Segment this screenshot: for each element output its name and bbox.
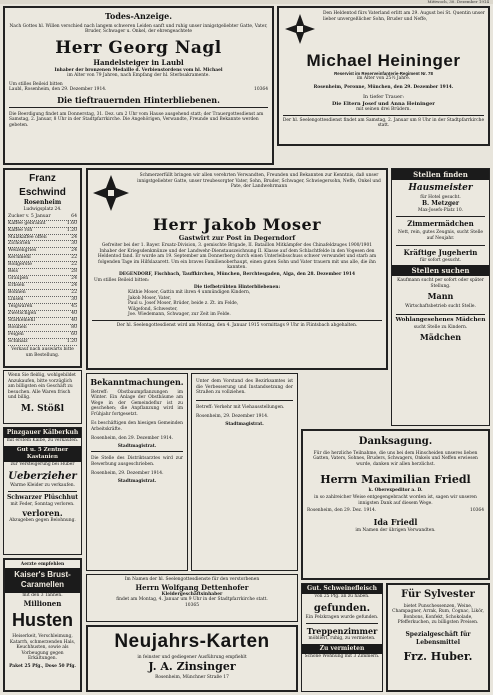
- ad-heading: Für Sylvester: [401, 589, 475, 600]
- price-item-name: Teigwaren: [8, 304, 33, 310]
- moser-intro: Schmerzerfüllt bringen wir allen verehrten Verwandten, Freunden und Bekannten zur Kenntnis, daß unser innigstgeliebter Gatte, unser treubesorgter Vater, Sohn, Bruder, Schwager, Schwiegersohn, Neffe, Onkel und Pate, der Landwehrmann: [137, 173, 381, 189]
- classifieds-left-column: [3, 427, 82, 555]
- obituary-moser: [86, 168, 388, 370]
- price-row: [8, 228, 77, 235]
- obituary-intro: Nach Gottes hl. Willen verschied nach langem schweren Leiden sanft und ruhig unser innigstgeliebter Gatte, Vater, Bruder, Schwager u. Onkel, der ehrengeachtete: [9, 23, 268, 35]
- notice-text: Die Stelle des Distriktsarztes wird zur Bewerbung ausgeschrieben.: [91, 456, 183, 467]
- mourning-label: In tiefer Trauer:: [362, 94, 405, 101]
- signature: Ida Friedl: [373, 516, 418, 527]
- mourners-list: [88, 290, 386, 318]
- price-item-value: 45: [71, 304, 77, 310]
- memorial-text: Im Namen der hl. Seelengottesdienste für den verstorbenen: [124, 577, 260, 582]
- ad-text: für Hotel gesucht.: [420, 194, 461, 200]
- mourners-brothers: mit seinen drei Brüdern.: [356, 107, 411, 113]
- ad-text: mit Feder, Sonntag verloren.: [10, 502, 75, 508]
- price-item-value: 22: [71, 262, 77, 268]
- ad-new-year-cards: [86, 625, 298, 692]
- notice-authority: Stadtmagistrat.: [225, 421, 264, 427]
- price-item-name: Feigen: [8, 332, 24, 338]
- price-item-value: 30: [71, 297, 77, 303]
- deceased-role: Kleidergeschäftsinhaber: [161, 591, 223, 597]
- price-item-name: Malzkaffee offen: [8, 234, 47, 240]
- ad-text: zur Versteigerung bei Huber: [10, 462, 75, 468]
- deceased-detail-2: im Alter von 79 Jahren, nach Empfang der hl. Sterbsakramente.: [67, 73, 210, 79]
- price-item-value: 24: [71, 234, 77, 240]
- ad-address: Max-Josefs-Platz 10.: [417, 208, 464, 214]
- thanks-notice-friedl: [301, 429, 490, 580]
- price-item-value: 22: [71, 255, 77, 261]
- ad-text: sucht Stelle zu Kindern.: [413, 324, 468, 330]
- ad-subtitle: in feinster und gediegener Ausführung empfiehlt: [137, 654, 247, 660]
- classifieds-middle-column: [301, 583, 383, 692]
- mourner-entry: Käthie Moser, Gattin mit ihren 4 unmündigen Kindern,: [128, 290, 251, 296]
- funeral-info: Die Beerdigung findet am Donnerstag, 31. Dez. um 2 Uhr vom Hause ausgehend statt; der Trauergottesdienst am Samstag, 2. Januar, 8 Uhr in der Stadtpfarrkirche. Die Angehörigen, Verwandte, Freunde und Bekannte werden gebeten.: [9, 111, 264, 128]
- ad-heading: Mann: [427, 291, 454, 302]
- official-notices-2: [191, 373, 298, 571]
- stoessl-text: Wenn Sie fleißig, wohlgebildet Anzukaufen, bitte vorzüglich am billigsten ein Geschäft zu besuchen. Alle Waren frisch und billig.: [8, 373, 76, 400]
- ad-heading: Schwarzer Plüschhut: [6, 493, 79, 501]
- ad-stoessl: [3, 370, 82, 424]
- ad-heading: verloren.: [22, 507, 63, 518]
- ad-tagline: Aerzte empfehlen: [20, 562, 65, 567]
- heininger-intro: Den Heldentod fürs Vaterland erlitt am 29. August bei St. Quentin unser lieber unvergeßlicher Sohn, Bruder und Neffe,: [323, 11, 485, 22]
- product-price: Paket 25 Pfg., Dose 50 Pfg.: [9, 663, 76, 669]
- ad-ref: 10364: [470, 508, 484, 514]
- price-row: [8, 221, 77, 228]
- notice-authority: Stadtmagistrat.: [117, 443, 157, 449]
- ad-text: Kaufmann sucht per sofort oder später Stellung.: [397, 278, 484, 289]
- ad-contact: B. Metzger: [421, 200, 460, 208]
- deceased-name: Herr Georg Nagl: [55, 37, 222, 58]
- merchant-street: Ludwigsplatz 24.: [23, 207, 62, 213]
- place-date: Laubl, Rosenheim, den 29. Dezember 1914.: [9, 87, 107, 93]
- mourners-parents: Die Eltern Josef und Anna Heininger: [332, 100, 435, 107]
- deceased-occupation: Gastwirt zur Post in Degerndorf: [178, 233, 296, 242]
- memorial-text: findet am Montag, 4. Januar um 9 Uhr in der Stadtpfarrkirche statt.: [116, 597, 268, 603]
- ad-text: bietet Punschessenzen, Weine, Champagner, Arrak, Rum, Cognac, Likör, Bonbons, Konfekt, Schokolade, Pfefferkuchen, zu billigsten Preisen.: [392, 603, 484, 625]
- ad-heading: Ueberzieher: [8, 470, 77, 482]
- price-item-value: 1.20: [66, 227, 77, 233]
- deceased-detail-1: Inhaber der bronzenen Medaille d. Verbienstordens vom hl. Michael: [54, 67, 223, 73]
- notice-place: Rosenheim, 29. Dezember 1914.: [91, 471, 164, 477]
- moser-body: Gefreiter bei der 1. Bayer. Ersatz-Division, 3. gemischte Brigade, II. Bataillon Mitkämpfer des Chinafeldzuges 1900/1901 Inhaber der Kriegsdenkmünze und der Landwehr-Dienstauszeichnung II. Klasse auf dem Schlachtfelde in den Vogesen den Heldentod fand. Er wurde am 19. September am Donnerberg durch einen Unterleibsschuss schwer verwundet und starb am folgenden Tage im Hilfslazarett. Um ein braves Familienoberhaupt, einen guten Sohn und Vater trauern mit uns alle, die ihn kannten.: [97, 243, 377, 271]
- price-item-name: Zichorien: [8, 241, 31, 247]
- ad-text: Nett, rein, gutes Zeugnis, sucht Stelle auf Neujahr.: [398, 230, 483, 241]
- condolence-request: Um stilles Beileid bitten: [9, 81, 63, 87]
- price-item-name: Zucker v. 5 Januar: [8, 213, 51, 219]
- price-item-name: Kernmehl: [8, 255, 31, 261]
- price-item-name: Reis: [8, 269, 19, 275]
- iron-cross-icon: [281, 11, 319, 47]
- company-address: Rosenheim, Münchner Straße 17: [155, 674, 229, 680]
- obituary-nagl: [3, 6, 274, 165]
- price-item-value: 60: [71, 332, 77, 338]
- memorial-service-note: Der hl. Seelengottesdienst findet am Samstag, 2. Januar um 8 Uhr in der Stadtpfarrkirche statt.: [282, 117, 485, 129]
- product-count: Millionen: [23, 598, 62, 608]
- price-item-value: 64: [71, 213, 77, 219]
- price-list: [5, 213, 80, 347]
- deceased-name: Herrn Maximilian Friedl: [320, 473, 471, 486]
- price-item-name: Zwetschgen: [8, 311, 37, 317]
- price-item-name: Rollgerste: [8, 262, 32, 268]
- price-row: [8, 262, 77, 269]
- thanks-text: in so zahlreicher Weise entgegengebracht worden ist, sagen wir unseren innigsten Dank auf diesem Wege.: [314, 495, 477, 506]
- condolence-request: Um stilles Beileid bitten:: [94, 278, 150, 284]
- notice-text: Unter dem Vorstand des Bezirksamtes ist die Verbesserung und Instandsetzung der Straßen zu vollziehen.: [196, 379, 293, 395]
- obituary-heininger: [277, 6, 490, 146]
- ad-text: Abzugeben gegen Belohnung.: [9, 518, 76, 524]
- signature-note: im Namen der übrigen Verwandten.: [355, 527, 436, 533]
- price-item-value: 24: [71, 283, 77, 289]
- notice-authority: Stadtmagistrat.: [117, 478, 157, 484]
- price-item-value: 22: [71, 290, 77, 296]
- mourners-title: Die tiefbetrübten Hinterbliebenen:: [193, 284, 281, 290]
- price-item-value: 80: [71, 325, 77, 331]
- mourner-entry: Paul u. Josef Moser, Brüder, beide z. Zt. im Felde,: [128, 301, 239, 307]
- memorial-service-note: Der hl. Seelengottesdienst wird am Montag, den 4. Januar 1915 vormittags 9 Uhr in Flintsbach abgehalten.: [116, 322, 358, 328]
- mourner-entry: Joe. Wiedemann, Schwager, zur Zeit im Felde.: [128, 312, 231, 318]
- price-item-name: Weizengries: [8, 248, 37, 254]
- ad-heading: gefunden.: [313, 602, 371, 614]
- merchant-name: Franz Eschwind: [19, 173, 66, 198]
- notice-text: Betreff: Verkehr mit Viehausstellungen.: [196, 404, 285, 410]
- company-name: J. A. Zinsinger: [148, 660, 236, 674]
- ad-new-years-eve: [386, 583, 490, 692]
- ad-heading: Treppenzimmer: [306, 625, 378, 636]
- price-item-name: Erbsen: [8, 283, 25, 289]
- soldier-age: im Alter von 25½ Jahre.: [356, 76, 411, 82]
- notice-text: Betreff: Obstbaumpflanzungen im Winter. Ein Anlage der Obstbäume am Wege in der Gemeindeflur ist zu geschehen; die Anpflanzung wird im Frühjahr fortgesetzt.: [91, 389, 183, 417]
- ad-text: Wirtschaftsbetrieb sucht Stelle.: [405, 304, 476, 310]
- price-item-name: Schmalz: [8, 339, 28, 345]
- ad-text: möbliert, ruhig, zu vermieten.: [308, 636, 376, 642]
- ad-heading: Mädchen: [419, 332, 462, 343]
- notice-place: Rosenheim, 29. Dezember 1914.: [196, 414, 269, 419]
- ad-heading: Hausmeister: [408, 183, 473, 194]
- classifieds-right-column: [391, 168, 490, 426]
- ad-heading: Pinzgauer Kälberkuh: [4, 428, 81, 438]
- ad-text: mit erstem Kalbe, zu verkaufen.: [6, 438, 79, 444]
- price-item-value: 40: [71, 311, 77, 317]
- ad-text: von 25 Pfg. an zu haben.: [314, 594, 370, 600]
- price-item-name: Linsen: [8, 297, 24, 303]
- price-row: [8, 214, 77, 221]
- ad-text: Ein Pelzkragen wurde gefunden.: [305, 615, 379, 621]
- section-heading-jobs: Stellen finden: [392, 169, 489, 180]
- soldier-unit: Reservist im Reserveinfanterie-Regiment Nr. 78: [334, 70, 433, 76]
- notice-place: Rosenheim, den 29. Dezember 1914.: [91, 436, 174, 442]
- section-heading-seeking: Stellen suchen: [392, 265, 489, 276]
- price-item-name: Bohnen: [8, 290, 26, 296]
- page-header-strip: [0, 0, 493, 4]
- ad-ref: 10364: [254, 87, 268, 93]
- price-item-name: Kaffee gebrannt: [8, 220, 46, 226]
- official-notices-1: [86, 373, 188, 571]
- ad-eschwind-prices: [3, 168, 82, 368]
- notice-text: Es beschäftigen den hiesigen Gemeinden Arbeitskräfte.: [91, 421, 183, 432]
- mourners-line: Die tieftrauernden Hinterbliebenen.: [57, 94, 220, 105]
- thanks-text: Für die herzliche Teilnahme, die uns bei dem Hinscheiden unseres lieben Gatten, Vaters, Sohnes, Bruders, Schwagers, Onkels und Neffen erwiesen wurde, danken wir allen herzlichst.: [313, 450, 478, 467]
- ad-subheading: Spezialgeschäft für Lebensmittel: [405, 630, 471, 646]
- fallen-soldier-name: Michael Heininger: [306, 51, 461, 70]
- ad-text: Warme Kleider zu verkaufen.: [10, 483, 75, 489]
- ad-heading: Gut. Schweinefleisch: [302, 584, 382, 594]
- price-item-value: 1.60: [66, 220, 77, 226]
- mourner-entry: Jakob Moser, Vater,: [128, 295, 172, 301]
- ad-heading: Wohlangesehenes Mädchen: [395, 316, 486, 323]
- ad-heading: Zimmermädchen: [407, 218, 474, 228]
- memorial-notice-dettenhofer: [86, 574, 298, 622]
- price-item-name: Graupen: [8, 276, 29, 282]
- place-date: Rosenheim, den 29. Dez. 1914.: [307, 508, 377, 514]
- ad-heading: Zu vermieten: [302, 644, 382, 654]
- ad-heading: Neujahrs-Karten: [114, 631, 270, 652]
- stoessl-signature: M. Stößl: [20, 403, 65, 414]
- mourner-entry: Wilgefond, Schwester,: [128, 306, 178, 312]
- deceased-occupation: Handelsteiger in Laubl: [93, 58, 184, 68]
- merchant-city: Rosenheim: [23, 199, 62, 206]
- thanks-title: Danksagung.: [358, 436, 433, 447]
- obituary-title: Todes-Anzeige.: [104, 11, 173, 21]
- ad-kaiser-caramels: [3, 558, 82, 692]
- product-name: Kaiser's Brust-Caramellen: [5, 568, 80, 594]
- ad-text: für sofort gesucht.: [419, 257, 462, 263]
- place-date: Rosenheim, Peronne, München, den 29. Dezember 1914.: [313, 84, 454, 90]
- price-item-value: 1.20: [66, 339, 77, 345]
- price-item-value: 24: [71, 276, 77, 282]
- price-item-name: Stärkemehl: [8, 318, 35, 324]
- notices-title: Bekanntmachungen.: [90, 377, 184, 387]
- price-item-name: Rosinen: [8, 325, 27, 331]
- ad-heading: Kräftige Jugeherin: [403, 248, 478, 258]
- ad-heading-husten: Husten: [11, 610, 73, 631]
- price-item-value: 40: [71, 318, 77, 324]
- price-item-name: Kaffee roh: [8, 227, 33, 233]
- price-row: [8, 332, 77, 339]
- deceased-name: Herrn Wolfgang Dettenhofer: [135, 582, 249, 592]
- price-item-value: 30: [71, 241, 77, 247]
- header-date: Mittwoch, 30. Dezember 1914: [427, 0, 489, 4]
- price-item-value: 24: [71, 248, 77, 254]
- price-item-value: 28: [71, 269, 77, 275]
- place-date: DEGENDORF, Fischbach, Tauffkirchen, München, Berchtesgaden, Alga, den 28. Dezember 1914: [118, 271, 356, 277]
- ad-ref: 10365: [185, 602, 199, 608]
- order-note: Verkauf nach auswärts bitte um Bestellung.: [11, 347, 74, 358]
- ad-text: Heiserkeit, Verschleimung, Katarrh, schmerzenden Hals, Keuchhusten, sowie als Vorbeugung gegen Erkältungen.: [9, 634, 76, 662]
- ad-heading: Gut u. 5 Zentner Kastanien: [4, 446, 81, 463]
- iron-cross-icon: [91, 173, 131, 213]
- deceased-name: Herr Jakob Moser: [152, 215, 322, 234]
- deceased-role: k. Oberexpeditor a. D.: [368, 487, 423, 493]
- ad-text: Schöne Wohnung mit 3 Zimmern.: [304, 653, 380, 659]
- owner-name: Frz. Huber.: [403, 649, 473, 663]
- product-sub: mit den 3 Tannen.: [22, 593, 63, 599]
- price-row: [8, 339, 77, 346]
